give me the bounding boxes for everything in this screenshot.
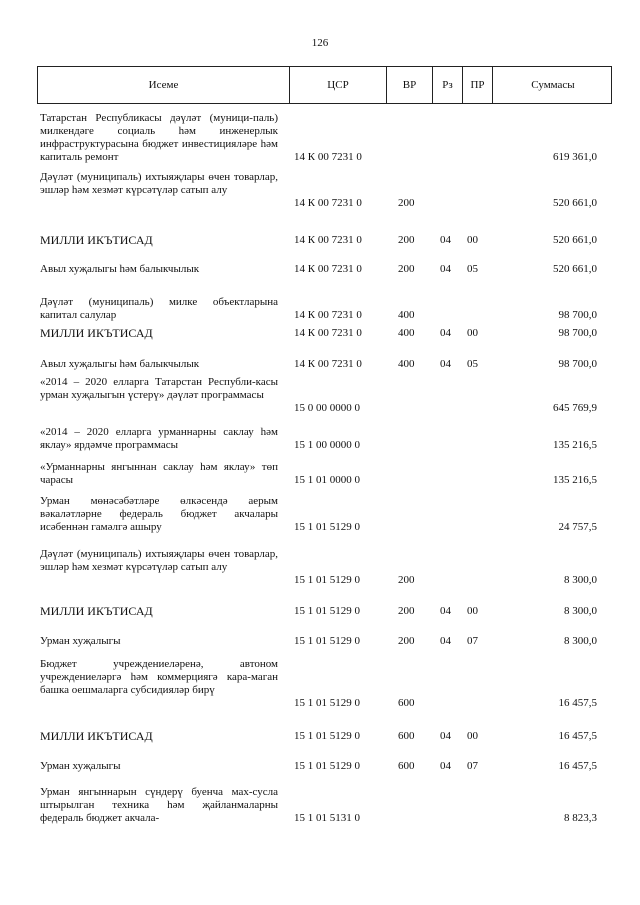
row-csr: 14 К 00 7231 0: [294, 263, 362, 275]
row-sum: 645 769,9: [553, 402, 597, 414]
row-csr: 15 1 00 0000 0: [294, 439, 360, 451]
row-name: МИЛЛИ ИКЪТИСАД: [40, 729, 153, 743]
row-name: Татарстан Республикасы дәүләт (муници-паль) милкендәге социаль һәм инженерлык инфраструктурасына бюджет инвестицияләре һәм капиталь ремонт: [40, 112, 278, 163]
row-name: Авыл хуҗалыгы һәм балыкчылык: [40, 358, 200, 370]
row-name: Дәүләт (муниципаль) ихтыяҗлары өчен товарлар, эшләр һәм хезмәт күрсәтүләр сатып алу: [40, 171, 278, 196]
row-sum: 135 216,5: [553, 439, 597, 451]
row-csr: 15 1 01 5129 0: [294, 730, 360, 742]
row-name: Урман янгыннарын сүндерү буенча мах-сусла штырылган техника һәм җайланмаларны федераль бюджет акчала-: [40, 786, 278, 824]
row-sum: 98 700,0: [558, 309, 597, 321]
row-pr: 00: [467, 730, 478, 742]
row-pr: 00: [467, 327, 478, 339]
row-sum: 520 661,0: [553, 234, 597, 246]
row-rz: 04: [440, 635, 451, 647]
row-rz: 04: [440, 358, 451, 370]
row-rz: 04: [440, 730, 451, 742]
row-vr: 600: [398, 697, 415, 709]
row-sum: 520 661,0: [553, 263, 597, 275]
row-name: «2014 – 2020 елларга урманнарны саклау һәм яклау» ярдәмче программасы: [40, 426, 278, 451]
table-header: [37, 66, 612, 104]
row-name: Урман хуҗалыгы: [40, 635, 121, 647]
row-csr: 14 К 00 7231 0: [294, 309, 362, 321]
row-sum: 135 216,5: [553, 474, 597, 486]
row-rz: 04: [440, 263, 451, 275]
row-sum: 98 700,0: [558, 358, 597, 370]
row-csr: 15 1 01 5129 0: [294, 574, 360, 586]
page-number: 126: [311, 37, 329, 49]
row-pr: 05: [467, 358, 478, 370]
row-sum: 8 300,0: [564, 605, 597, 617]
row-csr: 14 К 00 7231 0: [294, 197, 362, 209]
row-name: Дәүләт (муниципаль) ихтыяҗлары өчен товарлар, эшләр һәм хезмәт күрсәтүләр сатып алу: [40, 548, 278, 573]
row-sum: 16 457,5: [558, 730, 597, 742]
row-vr: 200: [398, 574, 415, 586]
row-sum: 8 300,0: [564, 574, 597, 586]
row-name: Бюджет учреждениеләренә, автоном учреждениеләргә һәм коммерциягә кара-маган башка оешмаларга субсидияләр бирү: [40, 658, 278, 696]
row-sum: 8 823,3: [564, 812, 597, 824]
row-csr: 14 К 00 7231 0: [294, 358, 362, 370]
row-vr: 200: [398, 234, 415, 246]
row-vr: 600: [398, 760, 415, 772]
row-name: Дәүләт (муниципаль) милке объектларына капитал салулар: [40, 296, 278, 321]
row-vr: 200: [398, 263, 415, 275]
row-csr: 14 К 00 7231 0: [294, 327, 362, 339]
row-vr: 200: [398, 197, 415, 209]
row-vr: 600: [398, 730, 415, 742]
row-csr: 15 0 00 0000 0: [294, 402, 360, 414]
row-csr: 15 1 01 5129 0: [294, 697, 360, 709]
row-sum: 520 661,0: [553, 197, 597, 209]
row-name: «Урманнарны янгыннан саклау һәм яклау» төп чарасы: [40, 461, 278, 486]
row-vr: 400: [398, 309, 415, 321]
row-name: МИЛЛИ ИКЪТИСАД: [40, 326, 153, 340]
row-rz: 04: [440, 605, 451, 617]
header-csr: ЦСР: [289, 67, 386, 103]
row-csr: 14 К 00 7231 0: [294, 234, 362, 246]
header-name: Исеме: [148, 79, 179, 91]
header-sum: Суммасы: [492, 67, 613, 103]
row-vr: 400: [398, 358, 415, 370]
row-rz: 04: [440, 760, 451, 772]
row-vr: 200: [398, 635, 415, 647]
header-vr: ВР: [386, 67, 432, 103]
row-name: МИЛЛИ ИКЪТИСАД: [40, 604, 153, 618]
row-pr: 05: [467, 263, 478, 275]
row-csr: 15 1 01 5129 0: [294, 760, 360, 772]
row-vr: 400: [398, 327, 415, 339]
row-rz: 04: [440, 234, 451, 246]
row-csr: 15 1 01 5129 0: [294, 605, 360, 617]
row-csr: 15 1 01 5131 0: [294, 812, 360, 824]
row-name: Урман хуҗалыгы: [40, 760, 121, 772]
row-pr: 07: [467, 760, 478, 772]
row-pr: 07: [467, 635, 478, 647]
row-name: Урман мөнәсәбәтләре өлкәсендә аерым вәкаләтләрне федераль бюджет акчалары исәбеннән гамәлгә ашыру: [40, 495, 278, 533]
row-vr: 200: [398, 605, 415, 617]
row-name: Авыл хуҗалыгы һәм балыкчылык: [40, 263, 200, 275]
row-sum: 619 361,0: [553, 151, 597, 163]
row-name: «2014 – 2020 елларга Татарстан Республи-касы урман хуҗалыгын үстерү» дәүләт программасы: [40, 376, 278, 401]
row-csr: 15 1 01 5129 0: [294, 521, 360, 533]
row-csr: 14 К 00 7231 0: [294, 151, 362, 163]
row-sum: 16 457,5: [558, 760, 597, 772]
row-pr: 00: [467, 234, 478, 246]
row-csr: 15 1 01 5129 0: [294, 635, 360, 647]
header-rz: Рз: [432, 67, 462, 103]
row-sum: 8 300,0: [564, 635, 597, 647]
row-rz: 04: [440, 327, 451, 339]
row-csr: 15 1 01 0000 0: [294, 474, 360, 486]
header-pr: ПР: [462, 67, 492, 103]
row-name: МИЛЛИ ИКЪТИСАД: [40, 233, 153, 247]
row-sum: 24 757,5: [558, 521, 597, 533]
row-sum: 98 700,0: [558, 327, 597, 339]
row-sum: 16 457,5: [558, 697, 597, 709]
row-pr: 00: [467, 605, 478, 617]
